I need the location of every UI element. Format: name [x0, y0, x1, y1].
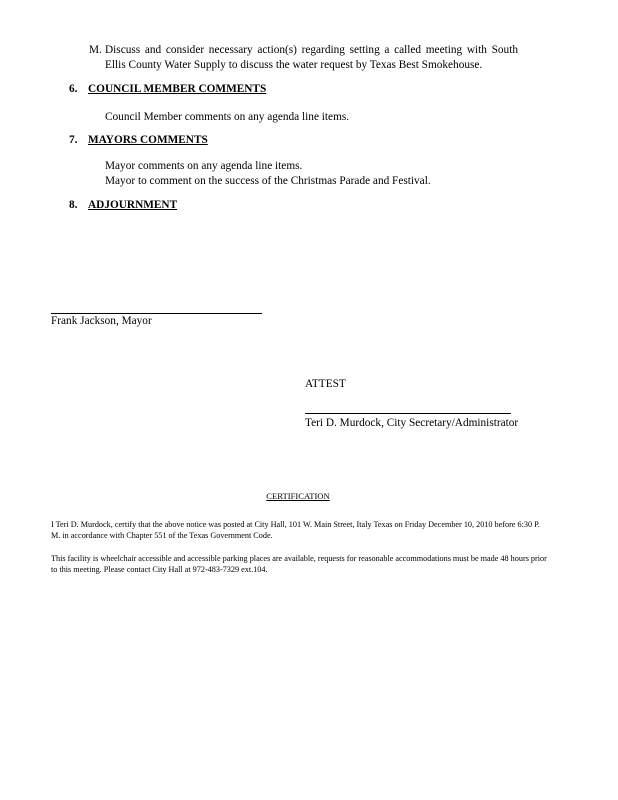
mayor-name: Frank Jackson, Mayor: [51, 315, 152, 327]
section-7-number: 7.: [69, 134, 78, 146]
secretary-signature-line: [305, 413, 511, 414]
section-8-title: ADJOURNMENT: [88, 199, 178, 211]
section-7-title: MAYORS COMMENTS: [88, 134, 208, 146]
section-6-number: 6.: [69, 83, 78, 95]
section-7-line-2: Mayor to comment on the success of the Christmas Parade and Festival.: [105, 175, 431, 187]
section-8-number: 8.: [69, 199, 78, 211]
item-m-text: Discuss and consider necessary action(s) regarding setting a called meeting with South Ellis County Water Supply to discuss the water request by Texas Best Smokehouse.: [105, 44, 518, 71]
section-6-title: COUNCIL MEMBER COMMENTS: [88, 83, 267, 95]
secretary-name: Teri D. Murdock, City Secretary/Administrator: [305, 417, 519, 429]
certification-heading: CERTIFICATION: [266, 491, 330, 501]
section-6-text: Council Member comments on any agenda line items.: [105, 111, 350, 123]
certification-paragraph: I Teri D. Murdock, certify that the above notice was posted at City Hall, 101 W. Main Street, Italy Texas on Friday December 10, 2010 before 6:30 P. M. in accordance with Chapter 551 of the Texas Government Code.: [51, 520, 540, 540]
item-m-letter: M.: [89, 44, 102, 56]
section-7-line-1: Mayor comments on any agenda line items.: [105, 160, 303, 172]
attest-label: ATTEST: [305, 378, 346, 390]
accessibility-paragraph: This facility is wheelchair accessible and accessible parking places are available, requests for reasonable accommodations must be made 48 hours prior to this meeting. Please contact City Hall at 972-483-7329 ext.104.: [51, 554, 547, 574]
